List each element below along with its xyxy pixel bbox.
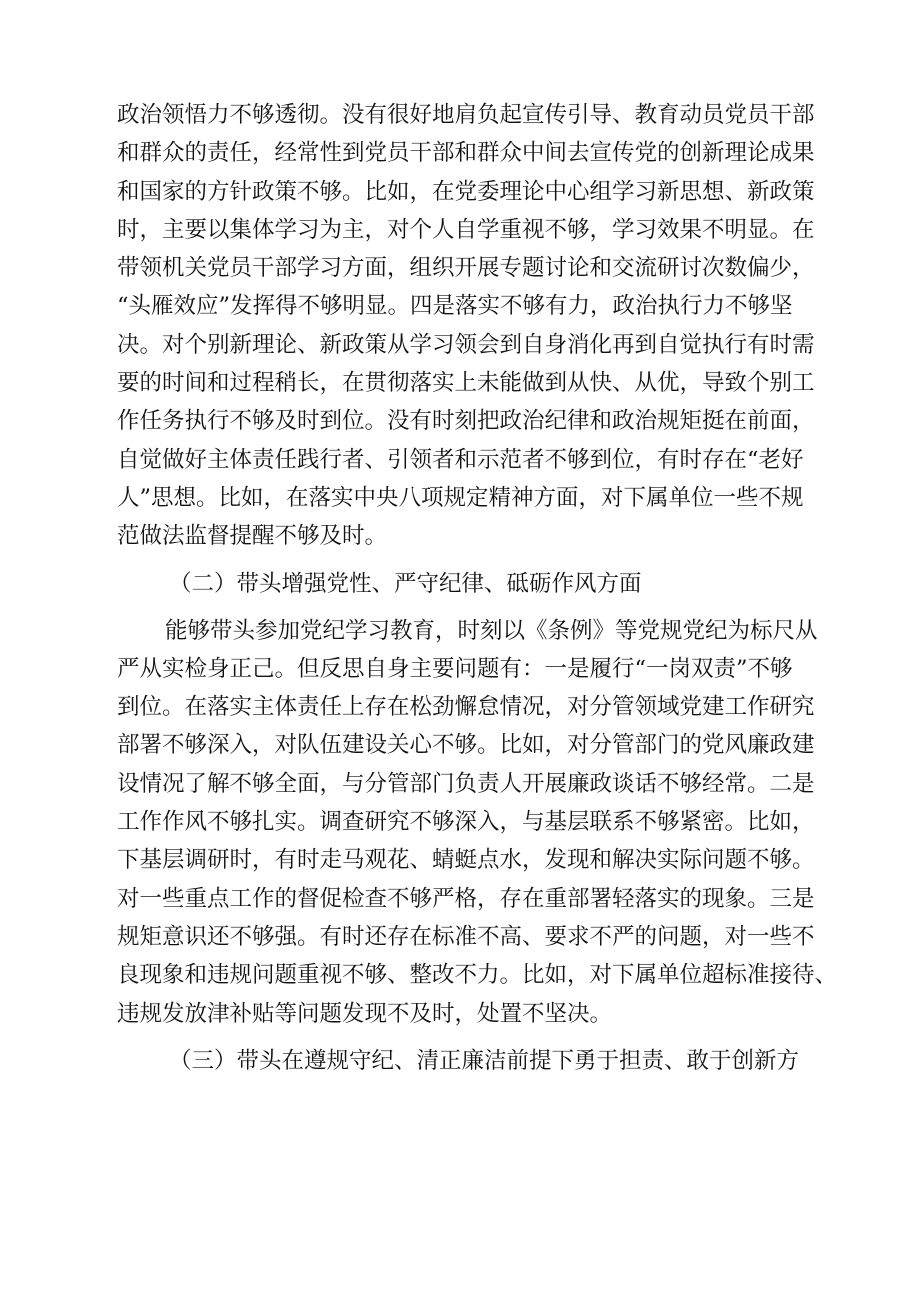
paragraph-line: 违规发放津补贴等问题发现不及时，处置不坚决。 (117, 1000, 613, 1027)
paragraph-line: 工作作风不够扎实。调查研究不够深入，与基层联系不够紧密。比如， (117, 809, 815, 836)
paragraph-line: 规矩意识还不够强。有时还存在标准不高、要求不严的问题，对一些不 (117, 923, 815, 950)
paragraph-line: 要的时间和过程稍长，在贯彻落实上未能做到从快、从优，导致个别工 (117, 370, 815, 397)
paragraph-line: 能够带头参加党纪学习教育，时刻以《条例》等党规党纪为标尺从 (165, 617, 818, 644)
paragraph-line: 自觉做好主体责任践行者、引领者和示范者不够到位，有时存在“老好 (117, 446, 804, 473)
document-body (117, 96, 837, 1081)
paragraph-line: 时，主要以集体学习为主，对个人自学重视不够，学习效果不明显。在 (117, 216, 815, 243)
paragraph-line: 决。对个别新理论、新政策从学习领会到自身消化再到自觉执行有时需 (117, 331, 815, 358)
paragraph-line: 范做法监督提醒不够及时。 (117, 523, 388, 550)
paragraph-line: 人”思想。比如，在落实中央八项规定精神方面，对下属单位一些不规 (117, 484, 804, 511)
paragraph-line: 下基层调研时，有时走马观花、蜻蜓点水，发现和解决实际问题不够。 (117, 847, 815, 874)
section-heading-3: （三）带头在遵规守纪、清正廉洁前提下勇于担责、敢于创新方 (169, 1047, 800, 1074)
paragraph-line: 作任务执行不够及时到位。没有时刻把政治纪律和政治规矩挺在前面， (117, 408, 815, 435)
paragraph-line: 对一些重点工作的督促检查不够严格，存在重部署轻落实的现象。三是 (117, 885, 815, 912)
section-heading-2: （二）带头增强党性、严守纪律、砥砺作风方面 (169, 570, 642, 597)
paragraph-line: 部署不够深入，对队伍建设关心不够。比如，对分管部门的党风廉政建 (117, 732, 815, 759)
paragraph-line: 和群众的责任，经常性到党员干部和群众中间去宣传党的创新理论成果 (117, 140, 815, 167)
paragraph-line: 政治领悟力不够透彻。没有很好地肩负起宣传引导、教育动员党员干部 (117, 102, 815, 128)
paragraph-line: 严从实检身正己。但反思自身主要问题有：一是履行“一岗双责”不够 (117, 655, 793, 682)
paragraph-line: 带领机关党员干部学习方面，组织开展专题讨论和交流研讨次数偏少， (117, 255, 815, 282)
paragraph-line: “头雁效应”发挥得不够明显。四是落实不够有力，政治执行力不够坚 (117, 293, 793, 320)
paragraph-line: 良现象和违规问题重视不够、整改不力。比如，对下属单位超标准接待、 (117, 962, 838, 989)
paragraph-line: 到位。在落实主体责任上存在松劲懈怠情况，对分管领域党建工作研究 (117, 694, 815, 721)
paragraph-line: 设情况了解不够全面，与分管部门负责人开展廉政谈话不够经常。二是 (117, 770, 815, 797)
paragraph-line: 和国家的方针政策不够。比如，在党委理论中心组学习新思想、新政策 (117, 178, 815, 205)
